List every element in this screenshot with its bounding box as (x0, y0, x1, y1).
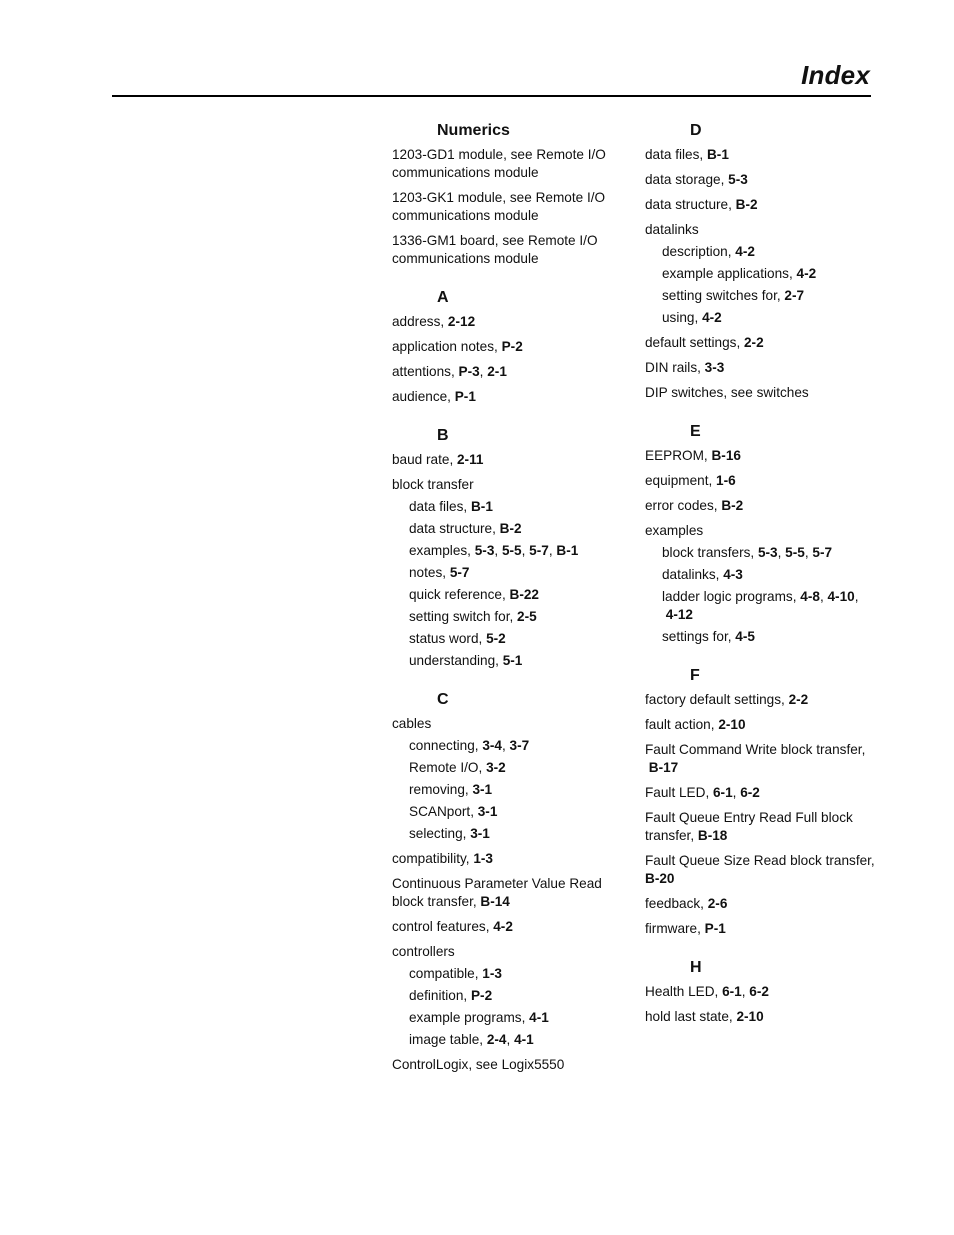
index-subentry: definition, P-2 (409, 988, 493, 1003)
index-subentry: setting switches for, 2-7 (662, 288, 805, 303)
index-entry: DIP switches, see switches (645, 385, 809, 400)
index-entry: compatibility, 1-3 (392, 851, 493, 866)
index-subentry: settings for, 4-5 (662, 629, 755, 644)
index-entry: Health LED, 6-1, 6-2 (645, 984, 769, 999)
index-entry: 1203-GD1 module, see Remote I/O communications module (392, 147, 606, 180)
entry-list (645, 691, 877, 938)
index-subentry: examples, 5-3, 5-5, 5-7, B-1 (409, 543, 579, 558)
index-entry: default settings, 2-2 (645, 335, 764, 350)
index-entry: Fault Queue Entry Read Full block transfer, B-18 (645, 810, 853, 843)
index-entry: cables (392, 716, 432, 731)
index-entry: 1336-GM1 board, see Remote I/O communications module (392, 233, 598, 266)
section-heading: C (437, 691, 449, 708)
section-heading: F (690, 667, 700, 684)
index-subentry: data structure, B-2 (409, 521, 522, 536)
entry-list (392, 146, 624, 268)
index-section (645, 665, 877, 938)
index-entry: firmware, P-1 (645, 921, 726, 936)
index-subentry: example applications, 4-2 (662, 266, 817, 281)
index-entry: EEPROM, B-16 (645, 448, 741, 463)
index-entry: ControlLogix, see Logix5550 (392, 1057, 565, 1072)
index-subentry: description, 4-2 (662, 244, 755, 259)
index-entry: examples (645, 523, 704, 538)
index-column-left (392, 120, 624, 1093)
index-section (645, 120, 877, 402)
index-subentry: compatible, 1-3 (409, 966, 502, 981)
index-entry: control features, 4-2 (392, 919, 513, 934)
index-subentry: quick reference, B-22 (409, 587, 539, 602)
index-entry: address, 2-12 (392, 314, 476, 329)
index-subentry: notes, 5-7 (409, 565, 470, 580)
section-heading: H (690, 959, 702, 976)
entry-list (392, 451, 624, 670)
index-entry: feedback, 2-6 (645, 896, 728, 911)
index-entry: data files, B-1 (645, 147, 729, 162)
index-entry: Fault Command Write block transfer, B-17 (645, 742, 866, 775)
index-subentry: understanding, 5-1 (409, 653, 523, 668)
index-entry: audience, P-1 (392, 389, 476, 404)
index-section (392, 425, 624, 670)
index-entry: attentions, P-3, 2-1 (392, 364, 507, 379)
index-entry: datalinks (645, 222, 699, 237)
section-heading: A (437, 289, 449, 306)
index-subentry: selecting, 3-1 (409, 826, 490, 841)
index-subentry: removing, 3-1 (409, 782, 493, 797)
index-subentry: example programs, 4-1 (409, 1010, 549, 1025)
index-entry: data structure, B-2 (645, 197, 758, 212)
index-column-right (645, 120, 877, 1045)
index-entry: baud rate, 2-11 (392, 452, 484, 467)
index-entry: Fault Queue Size Read block transfer, B-20 (645, 853, 875, 886)
index-subentry: ladder logic programs, 4-8, 4-10, 4-12 (662, 589, 859, 622)
section-heading: D (690, 122, 702, 139)
index-subentry: connecting, 3-4, 3-7 (409, 738, 530, 753)
section-heading: E (690, 423, 701, 440)
index-entry: factory default settings, 2-2 (645, 692, 809, 707)
index-entry: equipment, 1-6 (645, 473, 736, 488)
entry-list (392, 313, 624, 406)
index-subentry: datalinks, 4-3 (662, 567, 743, 582)
index-entry: DIN rails, 3-3 (645, 360, 725, 375)
index-subentry: block transfers, 5-3, 5-5, 5-7 (662, 545, 833, 560)
index-entry: block transfer (392, 477, 474, 492)
index-subentry: SCANport, 3-1 (409, 804, 498, 819)
index-entry: Continuous Parameter Value Read block transfer, B-14 (392, 876, 602, 909)
index-section (392, 120, 624, 268)
header-rule (112, 95, 871, 97)
index-entry: application notes, P-2 (392, 339, 523, 354)
index-entry: 1203-GK1 module, see Remote I/O communications module (392, 190, 606, 223)
index-subentry: data files, B-1 (409, 499, 493, 514)
index-entry: controllers (392, 944, 455, 959)
index-subentry: status word, 5-2 (409, 631, 506, 646)
entry-list (392, 715, 624, 1074)
index-entry: error codes, B-2 (645, 498, 744, 513)
index-section (645, 421, 877, 646)
page-title: Index (801, 60, 870, 90)
index-entry: hold last state, 2-10 (645, 1009, 764, 1024)
index-section (392, 689, 624, 1074)
entry-list (645, 447, 877, 646)
section-heading: Numerics (437, 122, 510, 139)
index-entry: fault action, 2-10 (645, 717, 746, 732)
index-section (645, 957, 877, 1026)
entry-list (645, 146, 877, 402)
index-subentry: setting switch for, 2-5 (409, 609, 537, 624)
index-entry: Fault LED, 6-1, 6-2 (645, 785, 760, 800)
section-heading: B (437, 427, 449, 444)
index-subentry: using, 4-2 (662, 310, 722, 325)
index-subentry: Remote I/O, 3-2 (409, 760, 506, 775)
index-section (392, 287, 624, 406)
index-subentry: image table, 2-4, 4-1 (409, 1032, 534, 1047)
entry-list (645, 983, 877, 1026)
index-entry: data storage, 5-3 (645, 172, 748, 187)
